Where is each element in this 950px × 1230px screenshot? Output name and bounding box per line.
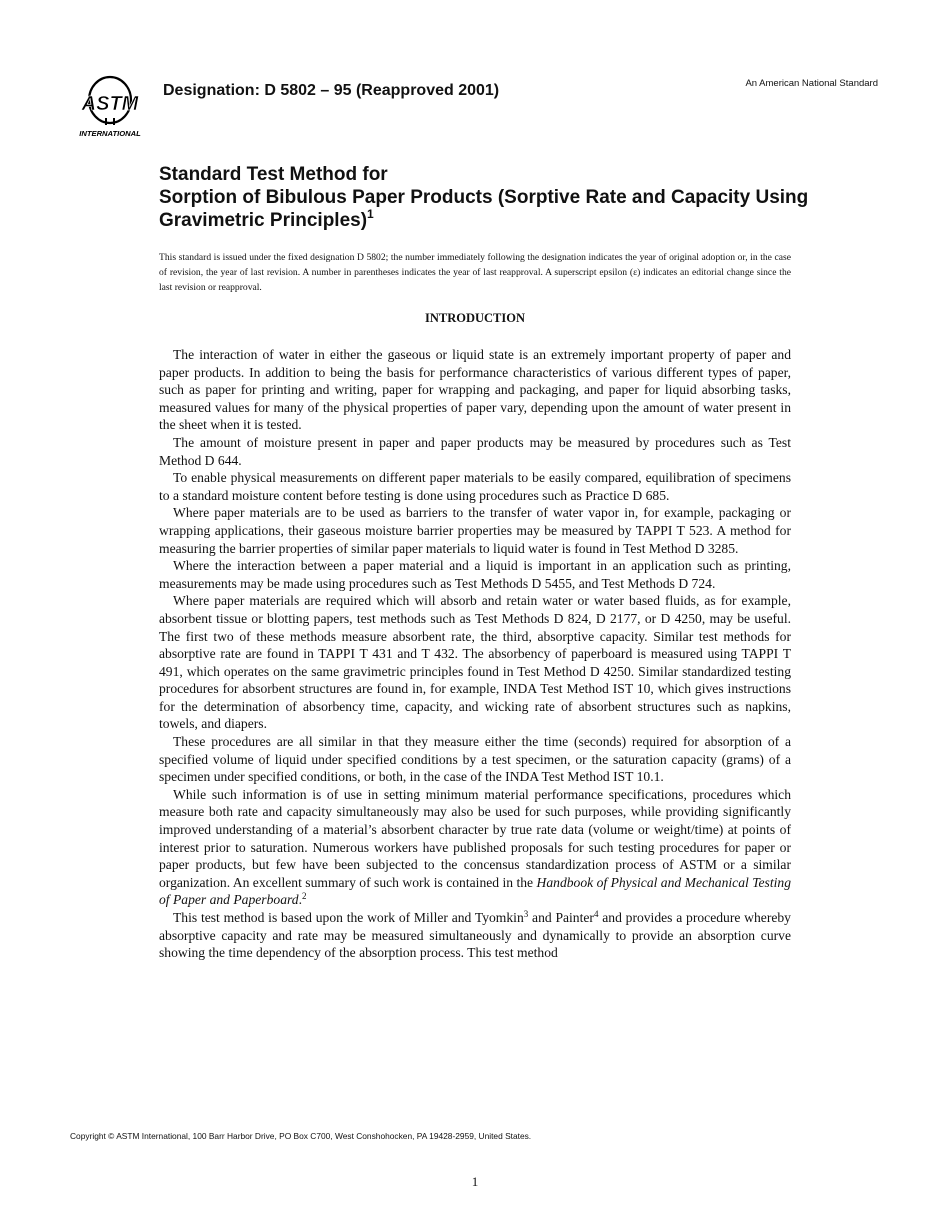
p8-text: While such information is of use in setting minimum material performance specifications, procedures which measure both rate and capacity simultaneously may also be used for such purposes, while providing significantly improved understanding of a material’s absorbent character by true rate data (volume or weight/time) at points of interest prior to saturation. Numerous workers have published proposals for such testing procedures for paper or paper products, but few have been subjected to the concensus standardization process of ASTM or a similar organization. An excellent summary of such work is contained in the [159,786,791,890]
intro-paragraph-1: The interaction of water in either the gaseous or liquid state is an extremely important property of paper and paper products. In addition to being the basis for performance characteristics of various different types of paper, such as paper for printing and writing, paper for wrapping and packaging, and paper for liquid absorbing tasks, measured values for many of the physical properties of paper vary, depending upon the amount of water present in the sheet when it is tested. [159,347,791,433]
intro-paragraph-6: Where paper materials are required which will absorb and retain water or water based fluids, as for example, absorbent tissue or blotting papers, test methods such as Test Methods D 824, D 2177, or D 4250, may be useful. The first two of these methods measure absorbent rate, the third, absorptive capacity. Similar test methods for absorptive rate are found in TAPPI T 431 and T 432. The absorbency of paperboard is measured using TAPPI T 491, which operates on the same gravimetric principles found in Test Method D 4250. Similar standardized testing procedures for absorbent structures are found in, for example, INDA Test Method IST 10, which gives instructions for the determination of absorbency time, capacity, and wicking rate of absorbent structures such as napkins, towels, and diapers. [159,593,791,732]
p9-part-b: and Painter [528,910,594,925]
title-footnote-ref: 1 [367,207,374,221]
intro-paragraph-5: Where the interaction between a paper material and a liquid is important in an application such as printing, measurements may be made using procedures such as Test Methods D 5455, and Test Methods D 724. [159,558,791,591]
title-main [159,186,879,232]
intro-paragraph-2: The amount of moisture present in paper and paper products may be measured by procedures such as Test Method D 644. [159,434,791,468]
title-line-1: Standard Test Method for [159,164,388,185]
intro-paragraph-3: To enable physical measurements on different paper materials to be easily compared, equilibration of specimens to a standard moisture content before testing is done using procedures such as Practice D 685. [159,470,791,503]
intro-paragraph-7: These procedures are all similar in that they measure either the time (seconds) required for absorption of a specified volume of liquid under specified conditions by a test specimen, or the saturation capacity (grams) of a specimen under specified conditions, or both, in the case of the INDA Test Method IST 10.1. [159,734,791,785]
intro-paragraph-4: Where paper materials are to be used as barriers to the transfer of water vapor in, for example, packaging or wrapping applications, their gaseous moisture barrier properties may be measured by TAPPI T 523. A method for measuring the barrier properties of similar paper materials to liquid water is found in Test Method D 3285. [159,505,791,556]
introduction-heading: INTRODUCTION [424,311,525,325]
footnote-ref-2: 2 [301,891,307,902]
intro-paragraph-9 [159,909,791,962]
designation: Designation: D 5802 – 95 (Reapproved 2001) [163,82,500,99]
copyright-notice: Copyright © ASTM International, 100 Barr Harbor Drive, PO Box C700, West Conshohocken, PA 19428-2959, United States. [70,1131,532,1141]
p9-part-a: This test method is based upon the work of Miller and Tyomkin [173,910,524,925]
p9-part-c: and provides a procedure whereby absorptive capacity and rate may be measured simultaneously and dynamically to provide an absorption curve showing the time dependency of the absorption process. This test method [159,910,791,961]
logo-lettering: ASTM [81,93,139,115]
document-title [159,163,879,232]
footnote-ref-4: 4 [593,909,599,919]
astm-logo [70,74,150,138]
introduction-body [159,346,791,962]
footnote-ref-3: 3 [523,909,529,919]
handbook-title: Handbook of Physical and Mechanical Testing of Paper and Paperboard [159,874,791,908]
logo-subtext: INTERNATIONAL [79,129,141,138]
page-number: 1 [471,1174,479,1189]
issued-note: This standard is issued under the fixed designation D 5802; the number immediately following the designation indicates the year of original adoption or, in the case of revision, the year of last revision. A number in parentheses indicates the year of last reapproval. A superscript epsilon (ε) indicates an editorial change since the last revision or reapproval. [159,252,791,293]
title-line-2: Sorption of Bibulous Paper Products (Sorptive Rate and Capacity Using Gravimetric Principles) [159,187,809,231]
national-standard-label: An American National Standard [745,78,878,89]
intro-paragraph-8 [159,786,791,909]
p8-end: . [298,892,302,908]
